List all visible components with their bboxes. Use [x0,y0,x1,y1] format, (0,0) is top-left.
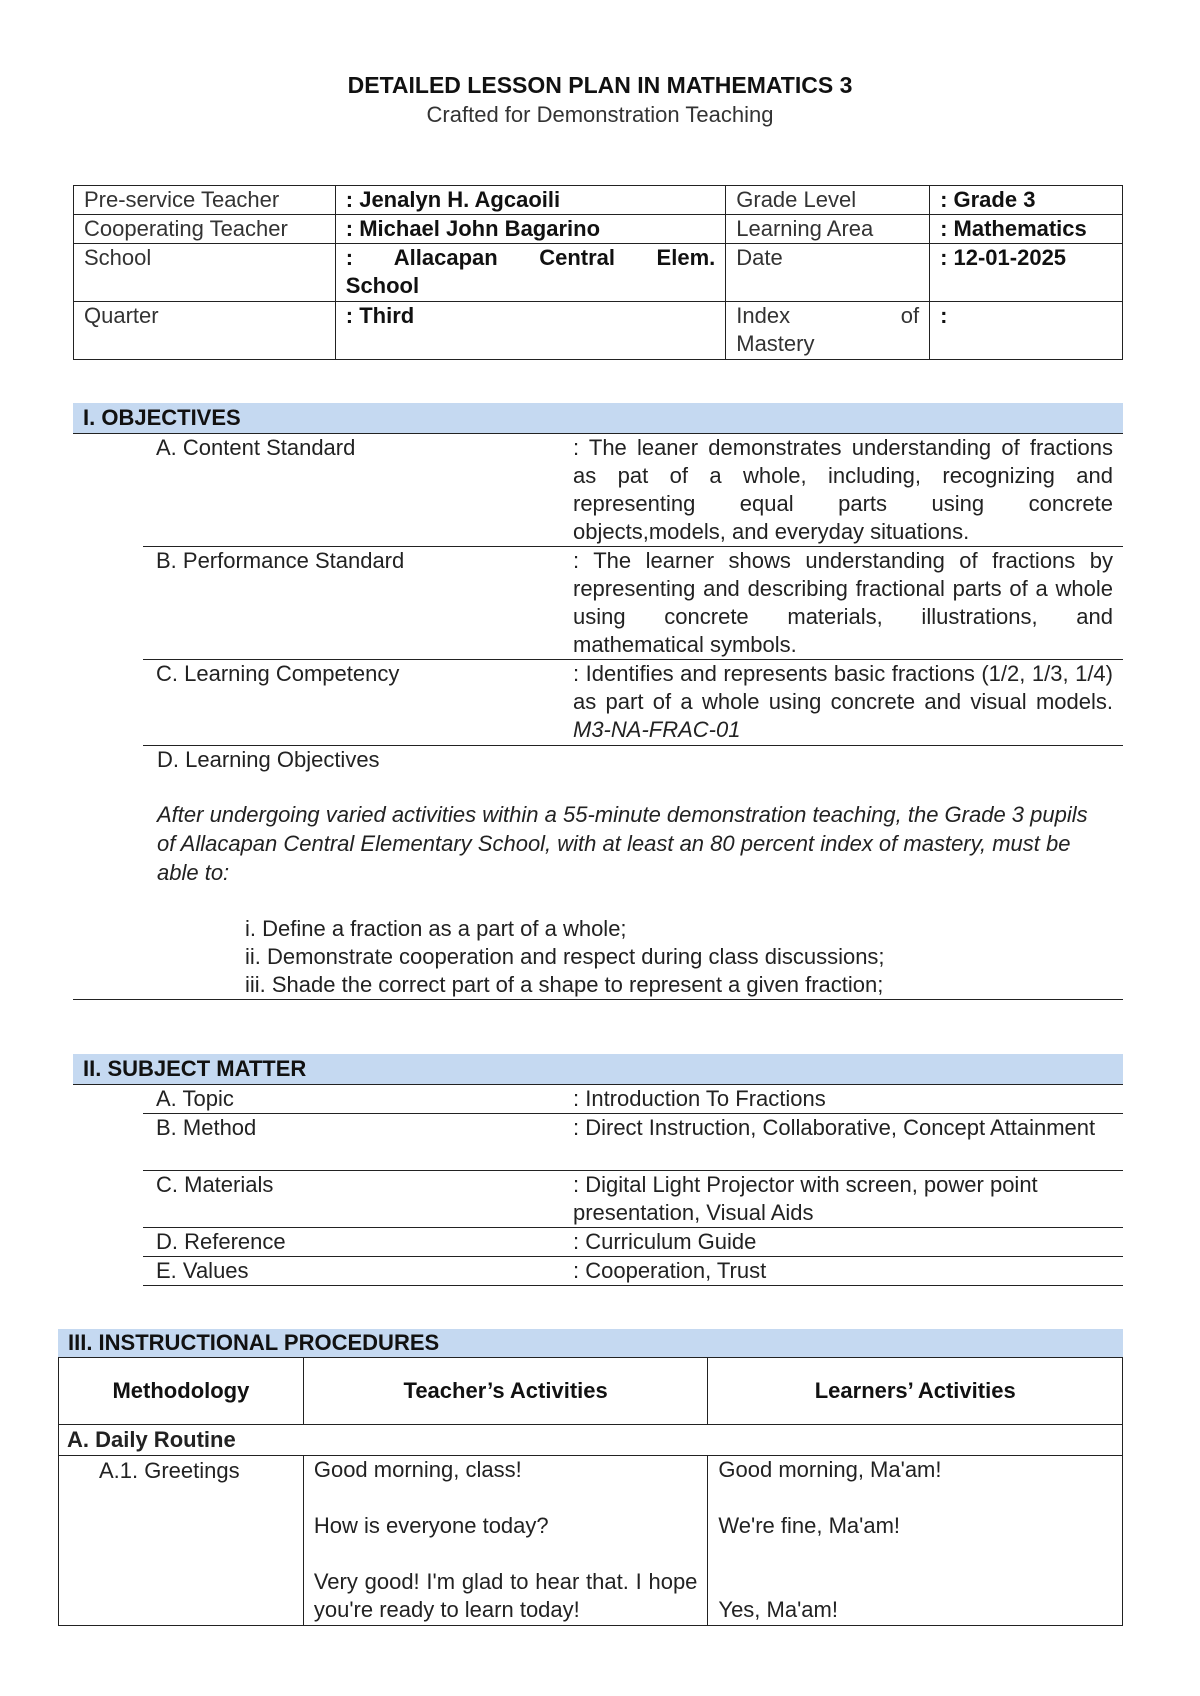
content-standard-label: A. Content Standard [156,435,356,460]
learner-activities-cell [708,1456,1123,1626]
materials-label: C. Materials [156,1172,274,1197]
school-label: School [74,244,336,302]
learner-line: Yes, Ma'am! [718,1597,838,1622]
objectives-heading: I. OBJECTIVES [73,403,1123,434]
quarter-label: Quarter [74,302,336,360]
competency-code: M3-NA-FRAC-01 [573,717,741,742]
learner-line: We're fine, Ma'am! [718,1513,901,1538]
learning-objectives-intro: After undergoing varied activities within a 55-minute demonstration teaching, the Grade 3 pupils of Allacapan Central Elementary School, with at least an 80 percent index of mastery, must be able to: [157,802,1088,885]
objective-item: i. Define a fraction as a part of a whole; [245,916,627,941]
objective-item: iii. Shade the correct part of a shape to represent a given fraction; [245,972,884,997]
reference-value: : Curriculum Guide [573,1229,757,1254]
preservice-label: Pre-service Teacher [74,186,336,215]
method-row [143,1114,1123,1171]
topic-label: A. Topic [156,1086,234,1111]
date-value: : 12-01-2025 [930,244,1123,302]
topic-row [143,1085,1123,1114]
page-title: DETAILED LESSON PLAN IN MATHEMATICS 3 [347,72,853,98]
grade-value: : Grade 3 [930,186,1123,215]
col-teacher-activities: Teacher’s Activities [303,1358,708,1425]
materials-row [143,1171,1123,1228]
greetings-label: A.1. Greetings [59,1456,304,1626]
grade-label: Grade Level [726,186,930,215]
performance-standard-value: : The learner shows understanding of fractions by representing and describing fractional parts of a whole using concrete materials, illustrations, and mathematical symbols. [573,548,1113,657]
materials-value: : Digital Light Projector with screen, power point presentation, Visual Aids [573,1172,1038,1225]
method-label: B. Method [156,1115,257,1140]
col-learners-activities: Learners’ Activities [708,1358,1123,1425]
area-value: : Mathematics [930,215,1123,244]
col-methodology: Methodology [59,1358,304,1425]
school-value-line2: School [345,273,420,298]
index-label-line1: Index of [736,303,920,328]
content-standard-row [143,434,1123,547]
date-label: Date [726,244,930,302]
coop-value: : Michael John Bagarino [335,215,725,244]
procedures-heading: III. INSTRUCTIONAL PROCEDURES [58,1329,1123,1357]
reference-label: D. Reference [156,1229,286,1254]
page-subtitle: Crafted for Demonstration Teaching [426,102,774,127]
teacher-line: Good morning, class! [313,1457,522,1482]
teacher-line: Very good! I'm glad to hear that. I hope you're ready to learn today! [313,1569,698,1622]
school-value [335,244,725,302]
index-value: : [930,302,1123,360]
values-label: E. Values [156,1258,249,1283]
performance-standard-row [143,547,1123,660]
competency-text: : Identifies and represents basic fractions (1/2, 1/3, 1/4) as part of a whole using concrete and visual models. [573,661,1113,714]
teacher-activities-cell [303,1456,708,1626]
learning-competency-value [573,660,1113,744]
teacher-info-table [73,185,1123,360]
quarter-value: : Third [335,302,725,360]
objectives-bottom-rule [73,999,1123,1000]
area-label: Learning Area [726,215,930,244]
content-standard-value: : The leaner demonstrates understanding of fractions as pat of a whole, including, recognizing and representing equal parts using concrete objects,models, and everyday situations. [573,435,1113,544]
index-label [726,302,930,360]
teacher-line: How is everyone today? [313,1513,549,1538]
learning-objectives-label: D. Learning Objectives [157,747,380,772]
procedures-table [58,1357,1123,1626]
school-value-line1: : Allacapan Central Elem. [345,245,716,270]
reference-row [143,1228,1123,1257]
subject-matter-heading: II. SUBJECT MATTER [73,1054,1123,1085]
learner-line: Good morning, Ma'am! [718,1457,942,1482]
preservice-value: : Jenalyn H. Agcaoili [335,186,725,215]
performance-standard-label: B. Performance Standard [156,548,405,573]
daily-routine-row: A. Daily Routine [59,1425,1123,1456]
coop-label: Cooperating Teacher [74,215,336,244]
objective-item: ii. Demonstrate cooperation and respect during class discussions; [245,944,885,969]
values-row [143,1257,1123,1286]
learning-competency-row [143,660,1123,746]
topic-value: : Introduction To Fractions [573,1086,826,1111]
method-value: : Direct Instruction, Collaborative, Concept Attainment [573,1115,1096,1140]
index-label-line2: Mastery [736,331,815,356]
learning-competency-label: C. Learning Competency [156,661,400,686]
values-value: : Cooperation, Trust [573,1258,767,1283]
